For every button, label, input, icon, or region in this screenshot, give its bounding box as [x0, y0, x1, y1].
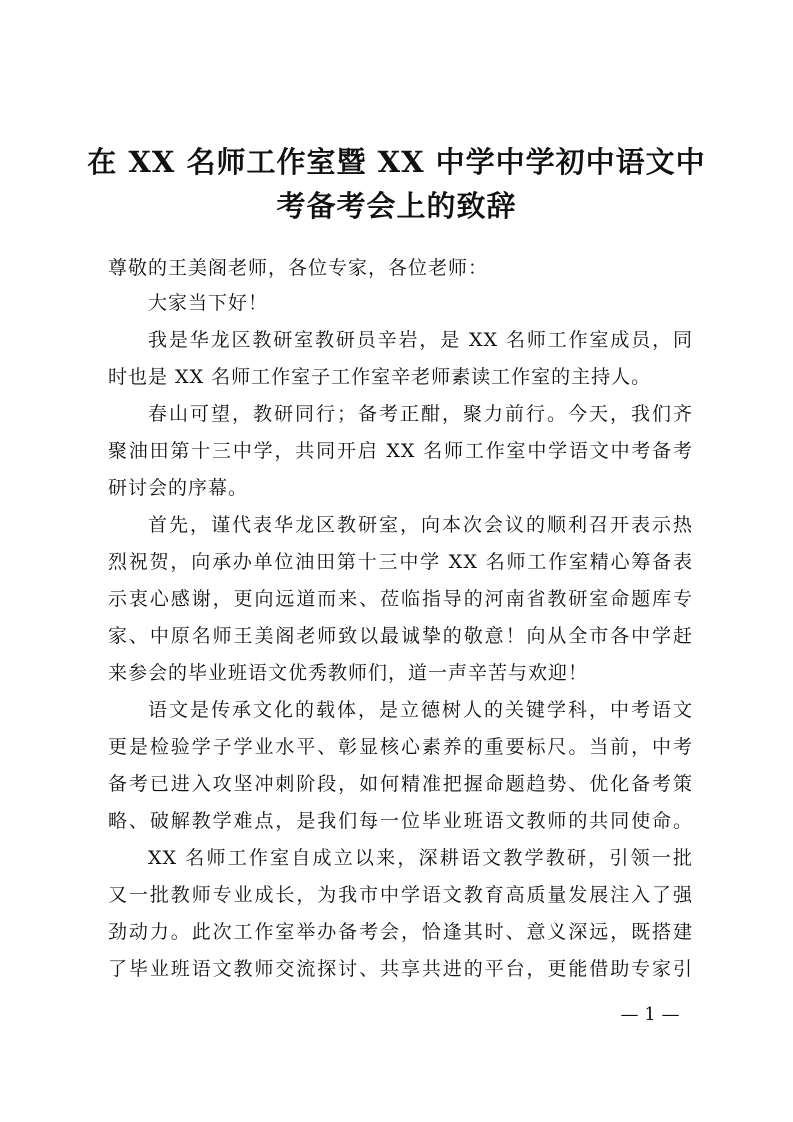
text-line: 了毕业班语文教师交流探讨、共享共进的平台，更能借助专家引: [108, 958, 693, 980]
text-line: 备考已进入攻坚冲刺阶段，如何精准把握命题趋势、优化备考策: [108, 773, 693, 795]
salutation: 尊敬的王美阁老师，各位专家，各位老师：: [108, 257, 489, 279]
text-line: 更是检验学子学业水平、彰显核心素养的重要标尺。当前，中考: [108, 736, 693, 758]
text-line: 示衷心感谢，更向远道而来、莅临指导的河南省教研室命题库专: [108, 588, 693, 610]
body-text: [108, 285, 693, 988]
text-line: 劲动力。此次工作室举办备考会，恰逢其时、意义深远，既搭建: [108, 921, 693, 943]
text-line: 家、中原名师王美阁老师致以最诚挚的敬意！向从全市各中学赶: [108, 625, 693, 647]
text-line: 时也是 XX 名师工作室子工作室辛老师素读工作室的主持人。: [108, 366, 652, 388]
text-line: 春山可望，教研同行；备考正酣，聚力前行。今天，我们齐: [148, 403, 693, 425]
title-line-2: 考备考会上的致辞: [276, 189, 517, 223]
page-number: — 1 —: [620, 1004, 680, 1025]
document-title: [60, 140, 733, 228]
text-line: 大家当下好！: [148, 292, 269, 314]
text-line: 我是华龙区教研室教研员辛岩，是 XX 名师工作室成员，同: [148, 329, 693, 351]
text-line: 语文是传承文化的载体，是立德树人的关键学科，中考语文: [148, 699, 693, 721]
text-line: XX 名师工作室自成立以来，深耕语文教学教研，引领一批: [148, 847, 693, 869]
text-line: 略、破解教学难点，是我们每一位毕业班语文教师的共同使命。: [108, 810, 693, 832]
title-line-1: 在 XX 名师工作室暨 XX 中学中学初中语文中: [87, 145, 706, 179]
text-line: 来参会的毕业班语文优秀教师们，道一声辛苦与欢迎！: [108, 662, 589, 684]
text-line: 聚油田第十三中学，共同开启 XX 名师工作室中学语文中考备考: [108, 440, 693, 462]
text-line: 烈祝贺，向承办单位油田第十三中学 XX 名师工作室精心筹备表: [108, 551, 693, 573]
text-line: 首先，谨代表华龙区教研室，向本次会议的顺利召开表示热: [148, 514, 693, 536]
text-line: 又一批教师专业成长，为我市中学语文教育高质量发展注入了强: [108, 884, 693, 906]
text-line: 研讨会的序幕。: [108, 477, 249, 499]
